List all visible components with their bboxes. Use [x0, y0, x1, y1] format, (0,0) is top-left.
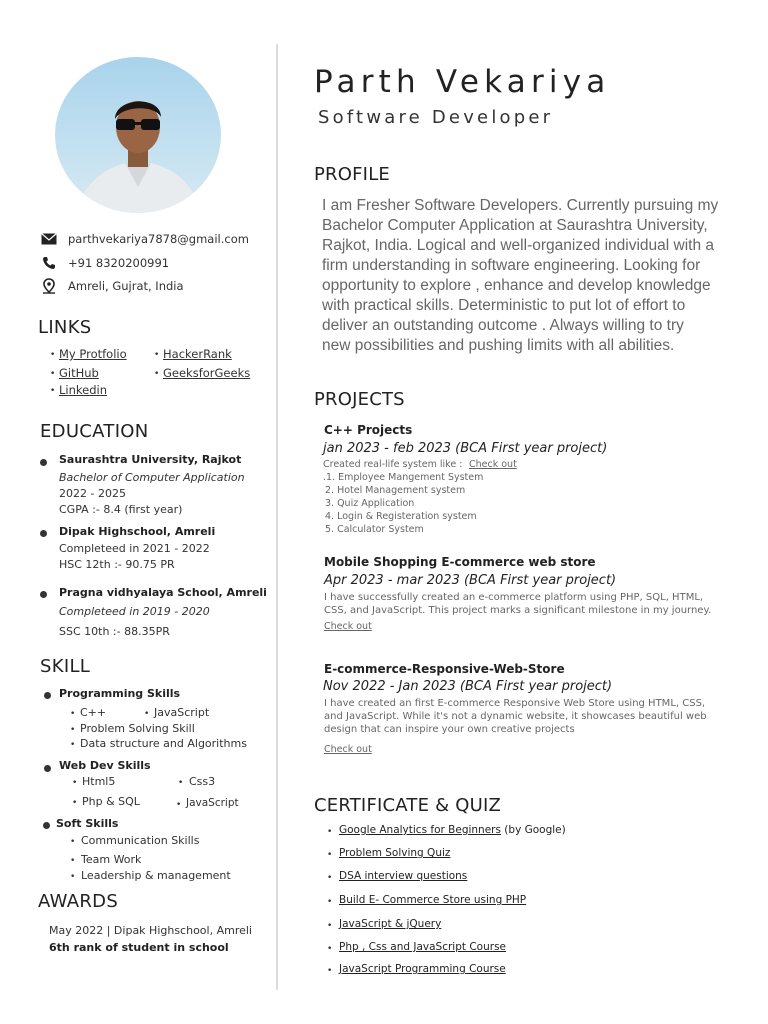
desc-line: CSS, and JavaScript. This project marks a significant milestone in my journey.: [324, 605, 712, 616]
profile-photo: [55, 57, 221, 213]
desc-line: I have created an first E-commerce Responsive Web Store using HTML, CSS,: [324, 698, 706, 709]
project-list-item: 4. Login & Registeration system: [325, 511, 477, 522]
contact-phone: [40, 253, 169, 273]
bullet-dot: [44, 692, 51, 699]
bullet: •: [70, 725, 76, 735]
bullet: •: [327, 827, 333, 837]
project-title-2: Mobile Shopping E-commerce web store: [324, 555, 596, 569]
certificate-item: [339, 918, 441, 930]
link-hackerrank[interactable]: HackerRank: [163, 347, 232, 361]
bullet: •: [50, 369, 56, 379]
edu-school-2: Dipak Highschool, Amreli: [59, 525, 216, 538]
project-date-3: Nov 2022 - Jan 2023 (BCA First year project): [323, 679, 613, 694]
column-divider: [276, 44, 278, 990]
project-desc-3: [324, 697, 730, 736]
location-text: Amreli, Gujrat, India: [68, 279, 184, 293]
certificate-link[interactable]: Build E- Commerce Store using PHP: [339, 894, 527, 906]
project-desc-2: [324, 591, 730, 617]
project-checkout-link-1[interactable]: Check out: [469, 459, 517, 470]
profile-line: deliver an outstanding outcome . Always willing to try: [322, 317, 684, 334]
certificates-heading: CERTIFICATE & QUIZ: [314, 795, 502, 816]
bullet: •: [327, 944, 333, 954]
skill-item: Problem Solving Skill: [80, 722, 195, 735]
link-portfolio[interactable]: My Protfolio: [59, 347, 127, 361]
project-list-item: 5. Calculator System: [325, 524, 424, 535]
contact-email: [40, 229, 249, 249]
profile-line: Rajkot, India. Logical and well-organized individual with a: [322, 237, 715, 254]
bullet: •: [178, 778, 184, 788]
bullet-dot: [40, 459, 47, 466]
certificate-item: [339, 963, 506, 975]
certificate-item: [339, 847, 450, 859]
awards-heading: AWARDS: [38, 891, 119, 912]
bullet: •: [70, 856, 76, 866]
education-heading: EDUCATION: [40, 421, 149, 442]
skill-item: JavaScript: [154, 706, 210, 719]
project-list-item: 2. Hotel Management system: [325, 485, 466, 496]
skill-item: C++: [80, 706, 107, 719]
phone-text: +91 8320200991: [68, 256, 170, 270]
skill-item: Html5: [82, 775, 116, 788]
bullet: •: [70, 740, 76, 750]
certificate-item: [339, 824, 566, 836]
award-detail: 6th rank of student in school: [49, 941, 229, 954]
project-title-1: C++ Projects: [324, 423, 413, 437]
skill-item: Communication Skills: [81, 834, 200, 847]
link-github[interactable]: GitHub: [59, 366, 99, 380]
candidate-name: Parth Vekariya: [314, 64, 611, 100]
profile-line: with practical skills. Deterministic to put lot of effort to: [322, 297, 686, 314]
bullet: •: [154, 369, 160, 379]
bullet: •: [154, 350, 160, 360]
skill-item: Data structure and Algorithms: [80, 737, 247, 750]
candidate-role: Software Developer: [318, 107, 554, 128]
contact-location: [40, 276, 184, 296]
bullet: •: [144, 709, 150, 719]
skill-item: Leadership & management: [81, 869, 231, 882]
edu-years-1: 2022 - 2025: [59, 487, 126, 500]
bullet-dot: [40, 591, 47, 598]
bullet: •: [70, 709, 76, 719]
profile-line: new possibilities and pushing limits with all abilities.: [322, 337, 675, 354]
certificate-link[interactable]: DSA interview questions: [339, 870, 468, 882]
certificate-link[interactable]: Problem Solving Quiz: [339, 847, 451, 859]
bullet: •: [327, 966, 333, 976]
skill-group-soft: Soft Skills: [56, 817, 119, 830]
skill-item: Css3: [189, 775, 216, 788]
skill-heading: SKILL: [40, 656, 91, 677]
link-geeksforgeeks[interactable]: GeeksforGeeks: [163, 366, 251, 380]
location-pin-icon: [40, 278, 58, 294]
person-photo-illustration: [55, 57, 221, 213]
bullet-dot: [43, 822, 50, 829]
edu-years-3: Completeed in 2019 - 2020: [59, 605, 210, 618]
bullet: •: [50, 350, 56, 360]
bullet-dot: [40, 530, 47, 537]
project-date-2: Apr 2023 - mar 2023 (BCA First year project): [324, 573, 617, 588]
certificate-link[interactable]: Google Analytics for Beginners: [339, 824, 501, 836]
certificate-item: [339, 941, 506, 953]
profile-line: firm understanding in software engineering. Looking for: [322, 257, 701, 274]
certificate-link[interactable]: JavaScript & jQuery: [339, 918, 442, 930]
project-checkout-link-2[interactable]: Check out: [324, 621, 372, 632]
bullet-dot: [44, 765, 51, 772]
bullet: •: [176, 800, 182, 810]
link-linkedin[interactable]: Linkedin: [59, 383, 107, 397]
bullet: •: [70, 837, 76, 847]
bullet: •: [327, 897, 333, 907]
desc-line: design that can inspire your own creative projects: [324, 724, 575, 735]
edu-school-3: Pragna vidhyalaya School, Amreli: [59, 586, 267, 599]
edu-years-2: Completeed in 2021 - 2022: [59, 542, 210, 555]
phone-icon: [40, 255, 58, 271]
certificate-item: [339, 894, 526, 906]
bullet: •: [327, 873, 333, 883]
skill-item: JavaScript: [186, 797, 239, 809]
profile-line: opportunity to explore , enhance and develop knowledge: [322, 277, 711, 294]
edu-grade-1: CGPA :- 8.4 (first year): [59, 503, 183, 516]
desc-line: I have successfully created an e-commerce platform using PHP, SQL, HTML,: [324, 592, 704, 603]
bullet: •: [327, 850, 333, 860]
profile-text: [322, 196, 722, 356]
skill-item: Team Work: [81, 853, 142, 866]
bullet: •: [327, 921, 333, 931]
project-title-3: E-commerce-Responsive-Web-Store: [324, 662, 565, 676]
edu-degree-1: Bachelor of Computer Application: [59, 471, 245, 484]
certificate-suffix: (by Google): [500, 824, 566, 836]
skill-item: Php & SQL: [82, 795, 140, 808]
bullet: •: [50, 386, 56, 396]
bullet: •: [70, 872, 76, 882]
project-list-item: 3. Quiz Application: [325, 498, 415, 509]
project-intro-1: Created real-life system like :: [323, 459, 463, 470]
email-text: parthvekariya7878@gmail.com: [68, 232, 249, 246]
profile-line: Bachelor Computer Application at Saurashtra University,: [322, 217, 708, 234]
project-date-1: jan 2023 - feb 2023 (BCA First year project): [323, 441, 608, 456]
bullet: •: [72, 778, 78, 788]
edu-school-1: Saurashtra University, Rajkot: [59, 453, 242, 466]
skill-group-programming: Programming Skills: [59, 687, 181, 700]
bullet: •: [72, 798, 78, 808]
projects-heading: PROJECTS: [314, 389, 405, 410]
desc-line: and JavaScript. While it's not a dynamic website, it showcases beautiful web: [324, 711, 707, 722]
project-checkout-link-3[interactable]: Check out: [324, 744, 372, 755]
certificate-link[interactable]: JavaScript Programming Course: [339, 963, 506, 975]
edu-grade-3: SSC 10th :- 88.35PR: [59, 625, 170, 638]
edu-grade-2: HSC 12th :- 90.75 PR: [59, 558, 175, 571]
certificate-link[interactable]: Php , Css and JavaScript Course: [339, 941, 506, 953]
links-heading: LINKS: [38, 317, 92, 338]
certificate-item: [339, 870, 467, 882]
project-list-item: .1. Employee Mangement System: [323, 472, 484, 483]
envelope-icon: [40, 231, 58, 247]
profile-heading: PROFILE: [314, 164, 390, 185]
skill-group-webdev: Web Dev Skills: [59, 759, 151, 772]
profile-line: I am Fresher Software Developers. Currently pursuing my: [322, 197, 719, 214]
award-line: May 2022 | Dipak Highschool, Amreli: [49, 924, 252, 937]
